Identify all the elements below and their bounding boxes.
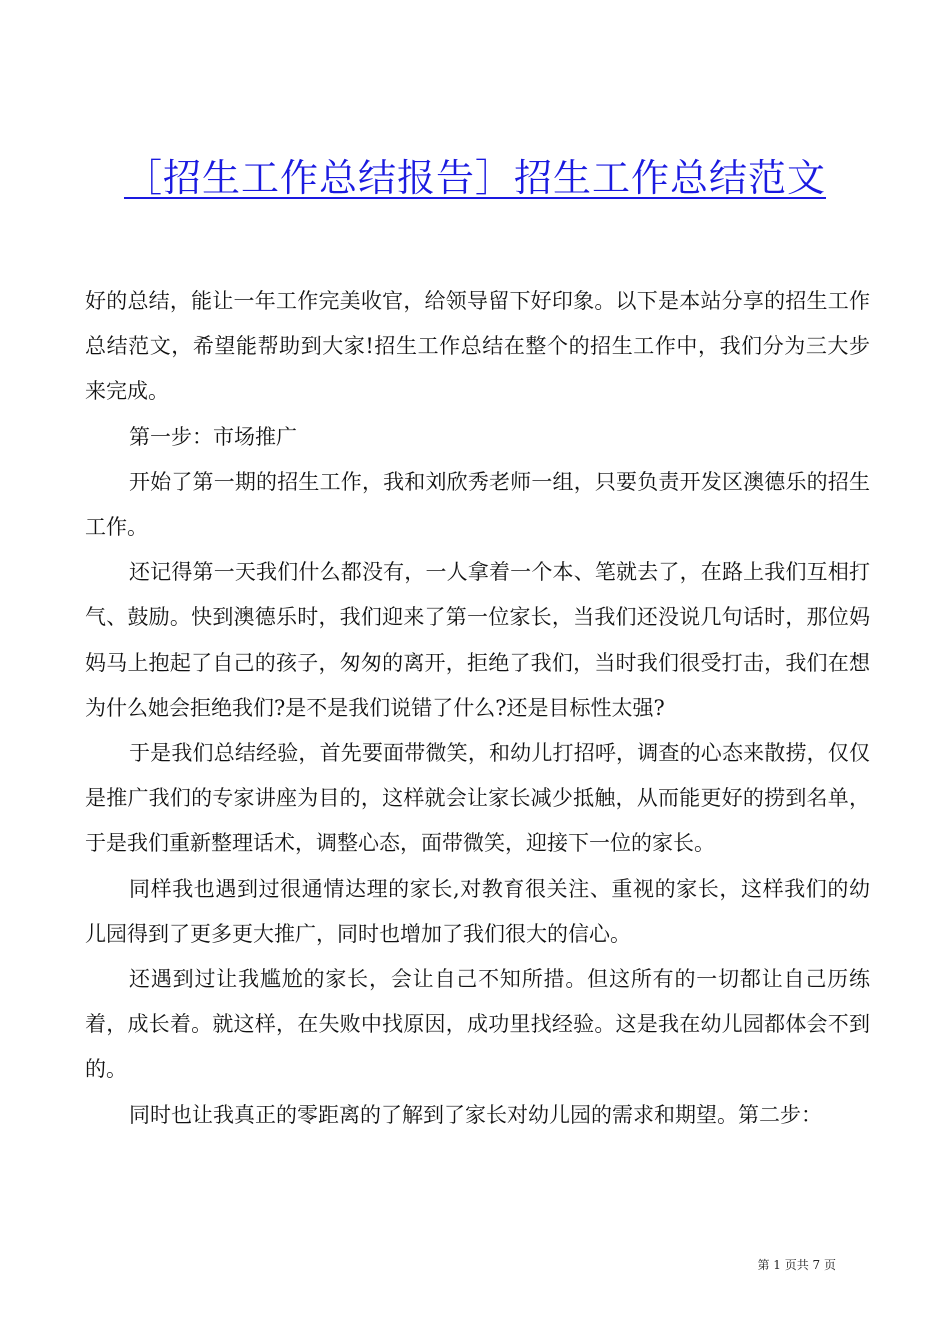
document-title-link[interactable]: ［招生工作总结报告］招生工作总结范文	[123, 156, 826, 200]
page-number-footer: 第 1 页共 7 页	[757, 1258, 836, 1272]
paragraph: 同时也让我真正的零距离的了解到了家长对幼儿园的需求和期望。第二步：	[129, 1102, 822, 1127]
paragraph: 同样我也遇到过很通情达理的家长,对教育很关注、重视的家长，这样我们的幼儿园得到了更多更大推广，同时也增加了我们很大的信心。	[85, 876, 870, 946]
paragraph: 还遇到过让我尴尬的家长，会让自己不知所措。但这所有的一切都让自己历练着，成长着。就这样，在失败中找原因，成功里找经验。这是我在幼儿园都体会不到的。	[85, 967, 870, 1082]
document-title[interactable]	[0, 146, 950, 210]
paragraph: 开始了第一期的招生工作，我和刘欣秀老师一组，只要负责开发区澳德乐的招生工作。	[85, 469, 870, 540]
document-body	[85, 279, 870, 1138]
paragraph: 于是我们总结经验，首先要面带微笑，和幼儿打招呼，调查的心态来散捞，仅仅是推广我们的专家讲座为目的，这样就会让家长减少抵触，从而能更好的捞到名单，于是我们重新整理话术，调整心态，面带微笑，迎接下一位的家长。	[85, 741, 870, 856]
paragraph-step-one-heading: 第一步：市场推广	[129, 424, 297, 449]
paragraph: 还记得第一天我们什么都没有，一人拿着一个本、笔就去了，在路上我们互相打气、鼓励。快到澳德乐时，我们迎来了第一位家长，当我们还没说几句话时，那位妈妈马上抱起了自己的孩子，匆匆的离开，拒绝了我们，当时我们很受打击，我们在想为什么她会拒绝我们?是不是我们说错了什么?还是目标性太强?	[85, 560, 870, 720]
paragraph-intro: 好的总结，能让一年工作完美收官，给领导留下好印象。以下是本站分享的招生工作总结范文，希望能帮助到大家!招生工作总结在整个的招生工作中，我们分为三大步来完成。	[85, 289, 870, 404]
